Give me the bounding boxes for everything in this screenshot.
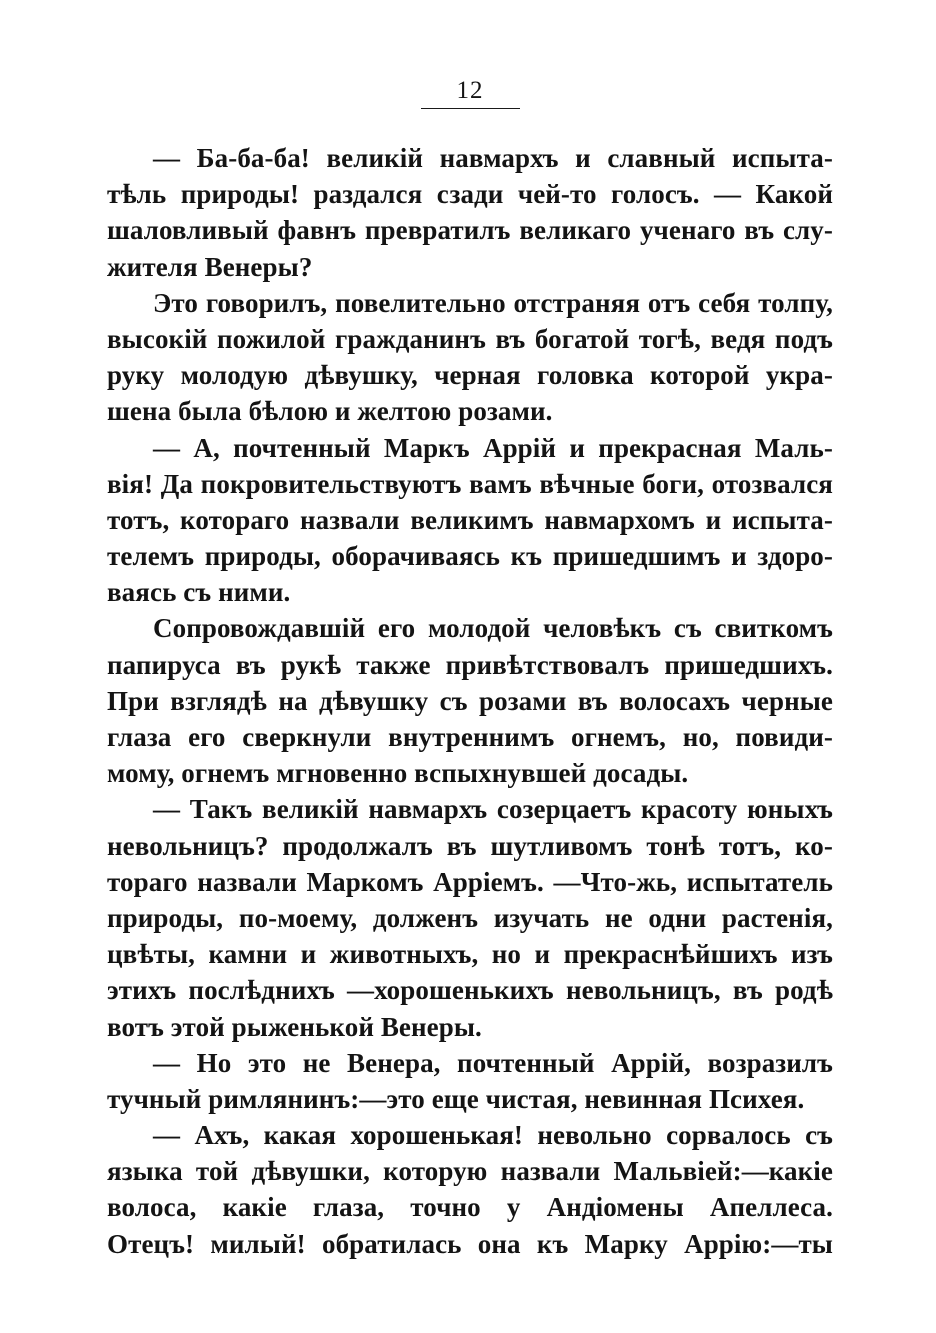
text-line: При взглядѣ на дѣвушку съ розами въ волосахъ черные <box>107 685 833 716</box>
text-line: цвѣты, камни и животныхъ, но и прекраснѣйшихъ изъ <box>107 939 833 970</box>
text-line: Отецъ! милый! обратилась она къ Марку Аррію:—ты <box>107 1228 833 1259</box>
text-line: — Такъ великій навмархъ созерцаетъ красоту юныхъ <box>153 794 833 825</box>
page-number-rule <box>421 108 520 109</box>
text-line: Сопровождавшій его молодой человѣкъ съ свиткомъ <box>153 613 833 644</box>
text-line: высокій пожилой гражданинъ въ богатой тогѣ, ведя подъ <box>107 323 833 354</box>
page-number: 12 <box>456 77 484 104</box>
text-line: — А, почтенный Маркъ Аррій и прекрасная Маль- <box>153 432 833 463</box>
body-text <box>107 140 833 1262</box>
text-line: Это говорилъ, повелительно отстраняя отъ себя толпу, <box>153 287 833 318</box>
text-line: невольницъ? продолжалъ въ шутливомъ тонѣ тотъ, ко- <box>107 830 833 861</box>
text-line: этихъ послѣднихъ —хорошенькихъ невольницъ, въ родѣ <box>107 975 833 1006</box>
text-line: тораго назвали Маркомъ Арріемъ. —Что-жь, испытатель <box>107 866 833 897</box>
text-line: волоса, какіе глаза, точно у Андіомены Апеллеса. <box>107 1192 833 1223</box>
text-line: — Ба-ба-ба! великій навмархъ и славный испыта- <box>153 143 833 173</box>
text-line: природы, по-моему, долженъ изучать не одни растенія, <box>107 902 833 933</box>
text-line: мому, огнемъ мгновенно вспыхнувшей досады. <box>107 758 689 789</box>
text-line: тѣль природы! раздался сзади чей-то голосъ. — Какой <box>107 179 833 210</box>
text-line: — Ахъ, какая хорошенькая! невольно сорвалось съ <box>153 1120 833 1151</box>
text-line: вотъ этой рыженькой Венеры. <box>107 1011 482 1042</box>
text-line: папируса въ рукѣ также привѣтствовалъ пришедшихъ. <box>107 649 833 680</box>
text-line: языка той дѣвушки, которую назвали Мальвіей:—какіе <box>107 1156 833 1187</box>
text-line: тотъ, котораго назвали великимъ навмархомъ и испыта- <box>107 504 833 535</box>
text-line: жителя Венеры? <box>107 251 313 282</box>
text-line: руку молодую дѣвушку, черная головка которой укра- <box>107 360 833 391</box>
text-line: глаза его сверкнули внутреннимъ огнемъ, но, повиди- <box>107 722 833 752</box>
text-line: — Но это не Венера, почтенный Аррій, возразилъ <box>153 1047 833 1078</box>
text-line: тучный римлянинъ:—это еще чистая, невинная Психея. <box>107 1083 805 1114</box>
text-line: шена была бѣлою и желтою розами. <box>107 396 553 427</box>
text-line: шаловливый фавнъ превратилъ великаго ученаго въ слу- <box>107 215 833 246</box>
text-line: вія! Да покровительствуютъ вамъ вѣчные боги, отозвался <box>107 468 833 499</box>
text-line: ваясь съ ними. <box>107 577 291 608</box>
text-line: телемъ природы, оборачиваясь къ пришедшимъ и здоро- <box>107 541 833 572</box>
